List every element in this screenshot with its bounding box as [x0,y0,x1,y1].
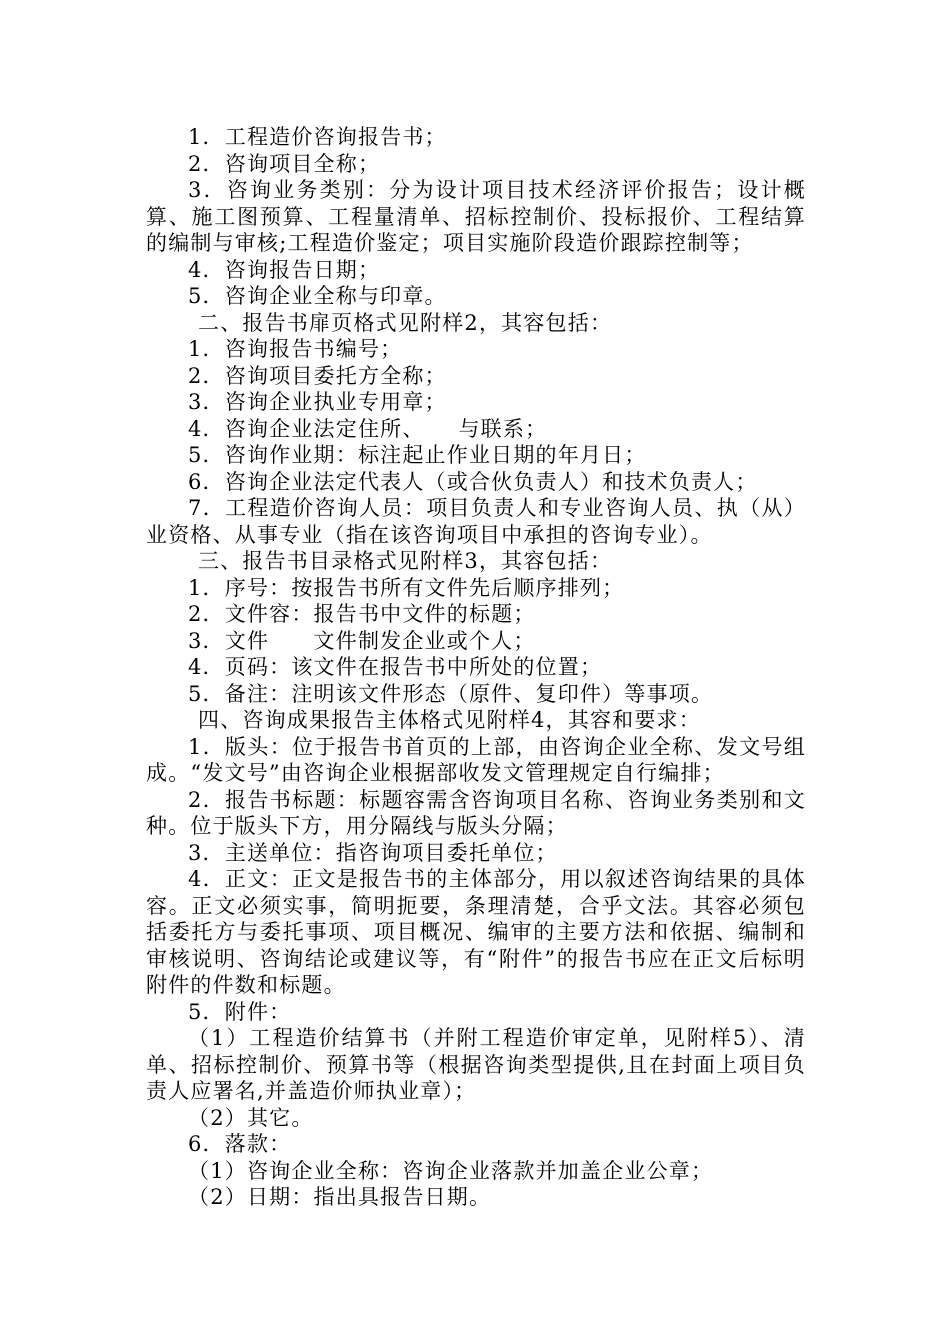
paragraph: 2．报告书标题：标题容需含咨询项目名称、咨询业务类别和文种。位于版头下方，用分隔线与版头分隔； [146,787,806,838]
section-heading: 四、咨询成果报告主体格式见附样4，其容和要求： [198,708,701,732]
paragraph: 3．咨询企业执业专用章； [188,390,447,414]
paragraph: 4．正文：正文是报告书的主体部分，用以叙述咨询结果的具体容。正文必须实事，简明扼要，条理清楚，合乎文法。其容必须包括委托方与委托事项、项目概况、编审的主要方法和依据、编制和审核说明、咨询结论或建议等，有“附件”的报告书应在正文后标明附件的件数和标题。 [146,867,806,997]
paragraph: 5．咨询企业全称与印章。 [188,284,447,308]
paragraph: 1．版头：位于报告书首页的上部，由咨询企业全称、发文号组成。“发文号”由咨询企业根据部收发文管理规定自行编排； [146,734,806,785]
paragraph: 5．备注：注明该文件形态（原件、复印件）等事项。 [188,681,714,706]
paragraph: 5．附件： [188,999,292,1024]
paragraph: 6．落款： [188,1132,292,1156]
paragraph: 2．咨询项目委托方全称； [188,363,447,388]
document-body [146,124,806,1211]
paragraph: 4．咨询企业法定住所、 与联系； [188,416,548,441]
paragraph: 1．序号：按报告书所有文件先后顺序排列； [188,575,625,600]
paragraph: 2．咨询项目全称； [188,151,381,176]
section-heading: 二、报告书扉页格式见附样2，其容包括： [198,310,613,335]
paragraph: 4．页码：该文件在报告书中所处的位置； [188,655,603,679]
paragraph: 5．咨询作业期：标注起止作业日期的年月日； [188,443,647,467]
paragraph: 7．工程造价咨询人员：项目负责人和专业咨询人员、执（从）业资格、从事专业（指在该咨询项目中承担的咨询专业）。 [146,496,806,547]
paragraph: （1）工程造价结算书（并附工程造价审定单，见附样5）、清单、招标控制价、预算书等（根据咨询类型提供,且在封面上项目负责人应署名,并盖造价师执业章）； [146,1026,806,1103]
paragraph: 1．工程造价咨询报告书； [188,125,447,149]
paragraph: （1）咨询企业全称：咨询企业落款并加盖企业公章； [188,1158,714,1183]
paragraph: （2）日期：指出具报告日期。 [188,1185,492,1209]
paragraph: 4．咨询报告日期； [188,257,381,282]
section-heading: 三、报告书目录格式见附样3，其容包括： [198,549,613,573]
paragraph: 3．文件 文件制发企业或个人； [188,628,536,653]
paragraph: （2）其它。 [188,1105,314,1130]
paragraph: 6．咨询企业法定代表人（或合伙负责人）和技术负责人； [188,469,758,494]
paragraph: 1．咨询报告书编号； [188,337,403,361]
paragraph: 2．文件容：报告书中文件的标题； [188,602,536,626]
paragraph: 3．主送单位：指咨询项目委托单位； [188,840,558,865]
paragraph: 3．咨询业务类别：分为设计项目技术经济评价报告；设计概算、施工图预算、工程量清单、招标控制价、投标报价、工程结算的编制与审核;工程造价鉴定；项目实施阶段造价跟踪控制等； [146,178,806,255]
